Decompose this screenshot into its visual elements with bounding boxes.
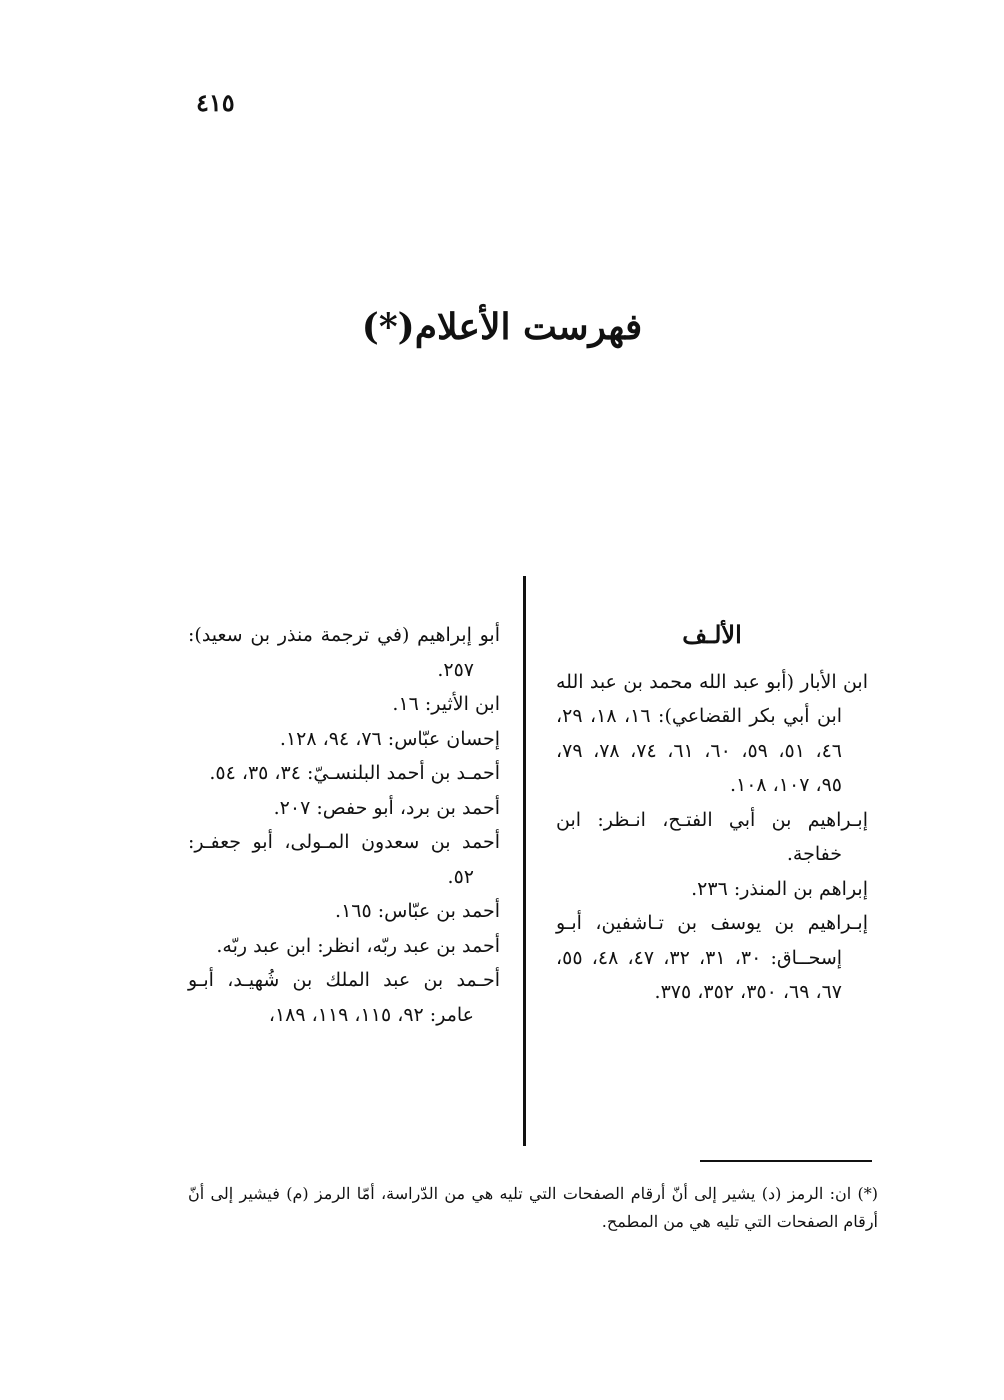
index-entry: أبو إبراهيم (في ترجمة منذر بن سعيد): ٢٥٧.: [188, 624, 500, 681]
index-entry: أحمد بن سعدون المـولى، أبو جعفـر: ٥٢.: [188, 831, 500, 888]
index-entry: إحسان عبّاس: ٧٦، ٩٤، ١٢٨.: [279, 727, 500, 750]
footnote: (*) ان: الرمز (د) يشير إلى أنّ أرقام الصفحات التي تليه هي من الدّراسة، أمّا الرمز (م) فيشير إلى أنّ أرقام الصفحات التي تليه هي من المطمح.: [188, 1184, 878, 1231]
index-entry: إبـراهيم بن أبي الفتـح، انـظر: ابن خفاجة.: [556, 808, 868, 865]
index-entry: أحـمد بن عبد الملك بن شُهيـد، أبـو عامر: ٩٢، ١١٥، ١١٩، ١٨٩،: [188, 969, 500, 1026]
index-entry: إبراهم بن المنذر: ٢٣٦.: [691, 877, 868, 900]
index-entry: أحمد بن برد، أبو حفص: ٢٠٧.: [273, 796, 500, 819]
index-entry: إبـراهيم بن يوسف بن تـاشفين، أبـو إسحــاق: ٣٠، ٣١، ٣٢، ٤٧، ٤٨، ٥٥، ٦٧، ٦٩، ٣٥٠، ٣٥٢، ٣٧٥.: [556, 912, 868, 1003]
index-column-left: [188, 618, 500, 1032]
index-entry: أحمد بن عبد ربّه، انظر: ابن عبد ربّه.: [216, 934, 500, 957]
section-heading-alif: الألـف: [682, 620, 742, 649]
page-number: ٤١٥: [196, 88, 235, 117]
index-entry: أحمـد بن أحمد البلنسـيّ: ٣٤، ٣٥، ٥٤.: [209, 762, 500, 784]
index-entry: أحمد بن عبّاس: ١٦٥.: [335, 900, 500, 922]
index-column-right: [556, 618, 868, 1010]
footnote-separator: [700, 1160, 872, 1162]
index-entry: ابن الأثير: ١٦.: [392, 693, 500, 715]
page-title: فهرست الأعلام(*): [361, 306, 643, 349]
column-divider: [523, 576, 526, 1146]
index-entry: ابن الأبار (أبو عبد الله محمد بن عبد الله ابن أبي بكر القضاعي): ١٦، ١٨، ٢٩، ٤٦، ٥١، ٥٩، ٦٠، ٦١، ٧٤، ٧٨، ٧٩، ٩٥، ١٠٧، ١٠٨.: [556, 670, 868, 796]
